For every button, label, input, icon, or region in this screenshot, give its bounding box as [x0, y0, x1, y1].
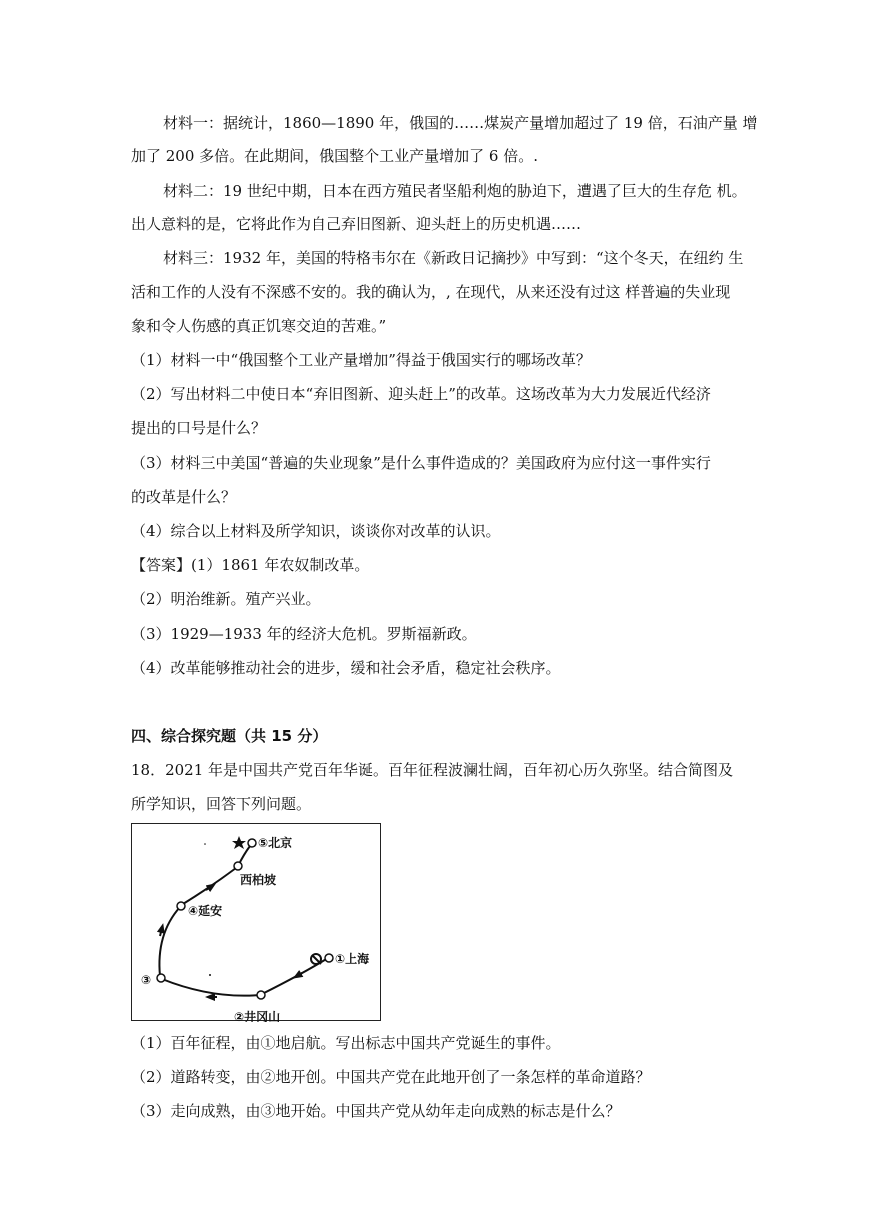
node-xibaipo [234, 862, 242, 870]
node-beijing [248, 839, 256, 847]
answer-2: （2）明治维新。殖产兴业。 [131, 590, 321, 608]
material-1-line-2: 加了 200 多倍。在此期间，俄国整个工业产量增加了 6 倍。. [131, 147, 539, 165]
material-1-line-1: 材料一：据统计，1860—1890 年，俄国的……煤炭产量增加超过了 19 倍，石油产量 增 [163, 114, 758, 132]
route-yanan-to-xibaipo [183, 868, 236, 904]
q18-question-1: （1）百年征程，由①地启航。写出标志中国共产党诞生的事件。 [131, 1034, 561, 1052]
q18-question-3: （3）走向成熟，由③地开始。中国共产党从幼年走向成熟的标志是什么？ [131, 1102, 621, 1120]
material-3-line-1: 材料三：1932 年，美国的特格韦尔在《新政日记摘抄》中写到：“这个冬天，在纽约 生 [163, 249, 744, 267]
label-yanan: ④延安 [188, 904, 223, 918]
q18-question-2: （2）道路转变，由②地开创。中国共产党在此地开创了一条怎样的革命道路？ [131, 1068, 651, 1086]
label-jinggangshan: ②井冈山 [234, 1010, 281, 1022]
route-arrow-1 [297, 973, 302, 976]
route-jinggangshan-to-point3 [162, 979, 260, 996]
map-dot [209, 974, 211, 976]
star-icon [232, 836, 246, 849]
q17-question-2-line-2: 提出的口号是什么？ [131, 419, 267, 437]
route-map [131, 823, 381, 1021]
node-jinggangshan [257, 991, 265, 999]
node-yanan [177, 902, 185, 910]
material-2-line-1: 材料二：19 世纪中期，日本在西方殖民者坚船利炮的胁迫下，遭遇了巨大的生存危 机。 [163, 182, 747, 200]
route-arrow-3 [160, 928, 162, 936]
q17-question-1: （1）材料一中“俄国整个工业产量增加”得益于俄国实行的哪场改革？ [131, 351, 591, 369]
label-point3: ③ [141, 973, 152, 987]
hammer-sickle-icon [311, 954, 321, 964]
map-dot [204, 843, 206, 845]
label-beijing: ⑤北京 [258, 836, 293, 850]
material-3-line-3: 象和令人伤感的真正饥寒交迫的苦难。” [131, 317, 387, 335]
route-map-drawing [132, 824, 382, 1022]
route-point3-to-yanan [159, 907, 180, 976]
q18-stem-line-2: 所学知识，回答下列问题。 [131, 795, 312, 813]
material-2-line-2: 出人意料的是，它将此作为自己弃旧图新、迎头赶上的历史机遇…… [131, 215, 582, 233]
answer-3: （3）1929—1933 年的经济大危机。罗斯福新政。 [131, 625, 477, 643]
node-shanghai [325, 954, 333, 962]
q17-question-2-line-1: （2）写出材料二中使日本“弃旧图新、迎头赶上”的改革。这场改革为大力发展近代经济 [131, 385, 711, 403]
label-xibaipo: 西柏坡 [240, 873, 277, 887]
material-3-line-2: 活和工作的人没有不深感不安的。我的确认为，, 在现代，从来还没有过这 样普遍的失业现 [131, 283, 731, 301]
q18-stem-line-1: 18．2021 年是中国共产党百年华诞。百年征程波澜壮阔，百年初心历久弥坚。结合简图及 [131, 761, 734, 779]
answer-1: 【答案】(1）1861 年农奴制改革。 [131, 556, 370, 574]
node-point3 [157, 974, 165, 982]
q17-question-3-line-2: 的改革是什么？ [131, 488, 237, 506]
q17-question-4: （4）综合以上材料及所学知识，谈谈你对改革的认识。 [131, 522, 501, 540]
q17-question-3-line-1: （3）材料三中美国“普遍的失业现象”是什么事件造成的？美国政府为应付这一事件实行 [131, 454, 711, 472]
section-4-heading: 四、综合探究题（共 15 分） [131, 727, 328, 745]
label-shanghai: ①上海 [335, 952, 370, 966]
answer-4: （4）改革能够推动社会的进步，缓和社会矛盾，稳定社会秩序。 [131, 659, 561, 677]
